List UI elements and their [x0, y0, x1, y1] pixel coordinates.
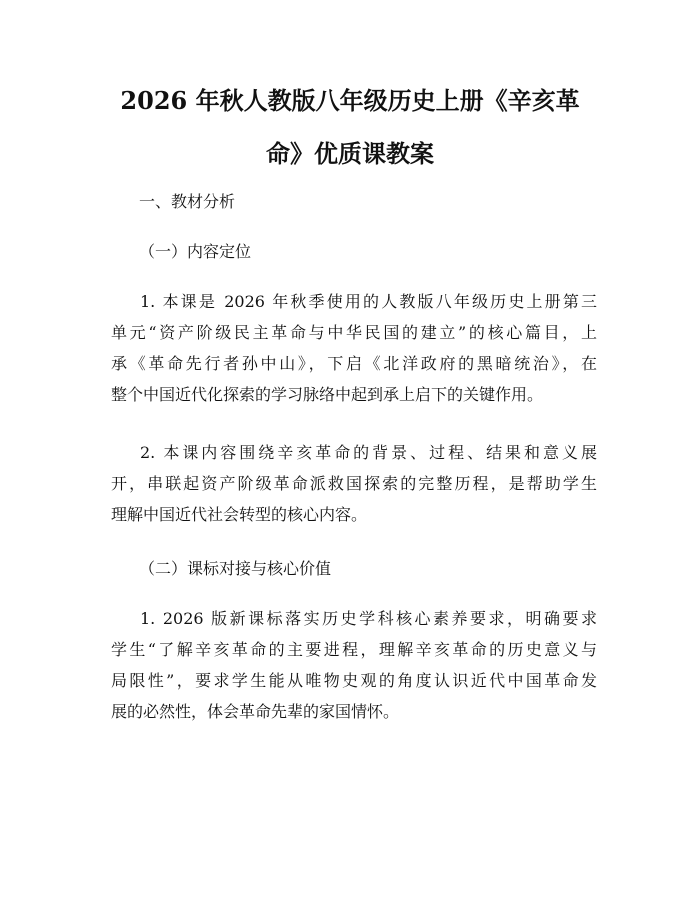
paragraph-1 [111, 286, 597, 410]
paragraph-line: 理解中国近代社会转型的核心内容。 [111, 505, 368, 524]
paragraph-line: 单元“资产阶级民主革命与中华民国的建立”的核心篇目，上 [111, 323, 597, 342]
paragraph-line: 2. 本课内容围绕辛亥革命的背景、过程、结果和意义展 [140, 443, 597, 462]
paragraph-line: 开，串联起资产阶级革命派救国探索的完整历程，是帮助学生 [111, 474, 597, 493]
paragraph-line: 整个中国近代化探索的学习脉络中起到承上启下的关键作用。 [111, 385, 544, 404]
paragraph-line: 承《革命先行者孙中山》，下启《北洋政府的黑暗统治》，在 [111, 354, 597, 373]
paragraph-line: 学生“了解辛亥革命的主要进程，理解辛亥革命的历史意义与 [111, 640, 597, 659]
paragraph-3 [111, 603, 597, 727]
paragraph-line: 1. 本课是 2026 年秋季使用的人教版八年级历史上册第三 [140, 292, 597, 311]
document-title-line-1: 2026 年秋人教版八年级历史上册《辛亥革 [120, 86, 580, 115]
section-heading-textbook-analysis: 一、教材分析 [139, 192, 236, 211]
paragraph-line: 1. 2026 版新课标落实历史学科核心素养要求，明确要求 [140, 609, 597, 628]
paragraph-2 [111, 437, 597, 530]
paragraph-line: 局限性”，要求学生能从唯物史观的角度认识近代中国革命发 [111, 671, 597, 690]
subsection-heading-curriculum-alignment: （二）课标对接与核心价值 [139, 559, 332, 578]
paragraph-line: 展的必然性，体会革命先辈的家国情怀。 [111, 702, 400, 721]
document-title-line-2: 命》优质课教案 [266, 139, 434, 168]
subsection-heading-content-positioning: （一）内容定位 [139, 242, 252, 261]
